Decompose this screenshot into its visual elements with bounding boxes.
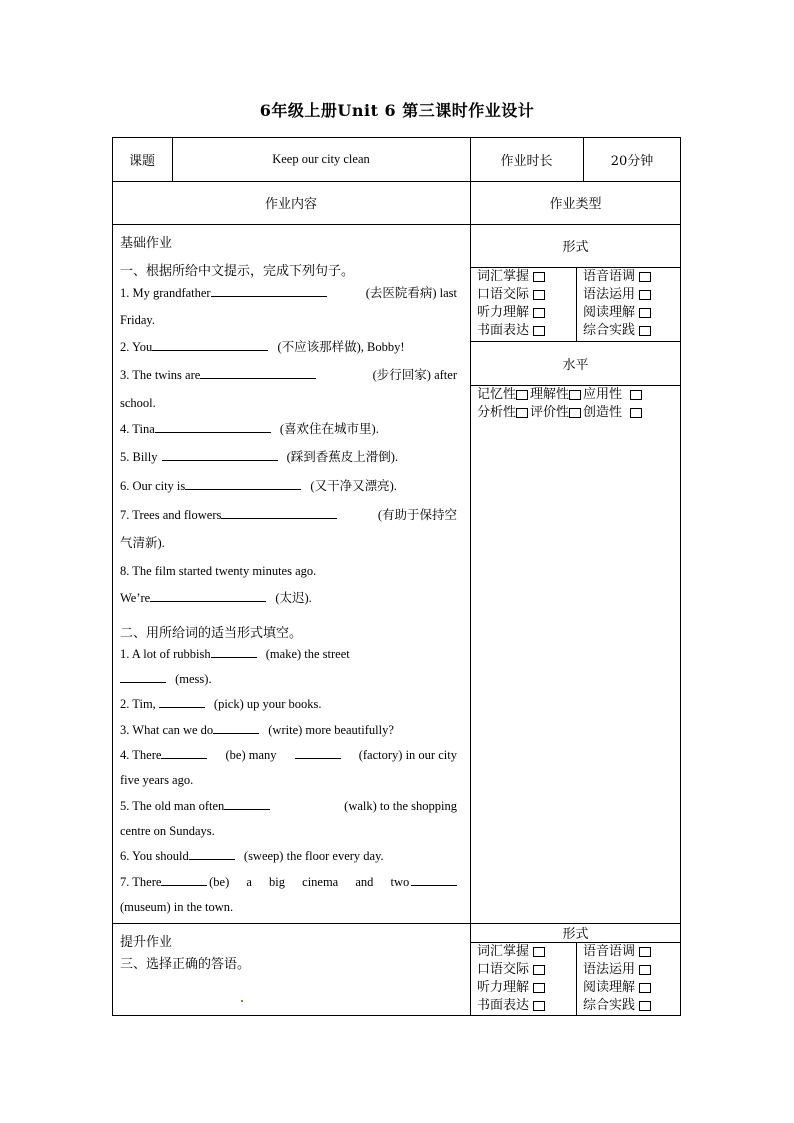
part1-item-3: 3. The twins are (步行回家) after	[120, 368, 457, 382]
level-evaluation: 评价性	[530, 405, 570, 420]
advanced-heading: 提升作业	[120, 935, 173, 950]
checkbox[interactable]	[639, 272, 651, 282]
form-option-listening[interactable]: 听力理解	[477, 979, 545, 996]
part2-item-2: 2. Tim, (pick) up your books.	[120, 697, 322, 711]
answer-blank[interactable]	[211, 285, 327, 297]
part2-item-1: 1. A lot of rubbish (make) the street	[120, 647, 350, 661]
part2-title: 二、用所给词的适当形式填空。	[120, 626, 303, 641]
duration-label: 作业时长	[500, 153, 553, 169]
type-label: 作业类型	[549, 197, 602, 212]
answer-blank[interactable]	[162, 449, 278, 461]
level-row-2	[477, 404, 642, 422]
answer-blank[interactable]	[200, 367, 316, 379]
part1-item-8: 8. The film started twenty minutes ago.	[120, 564, 317, 578]
part1-item-6: 6. Our city is (又干净又漂亮).	[120, 479, 397, 493]
part2-item-4-cont: five years ago.	[120, 773, 194, 787]
part2-item-5-cont: centre on Sundays.	[120, 824, 215, 838]
answer-blank[interactable]	[150, 590, 266, 602]
part1-title: 一、根据所给中文提示，完成下列句子。	[120, 264, 355, 279]
basic-heading: 基础作业	[120, 236, 173, 251]
checkbox[interactable]	[533, 1001, 545, 1011]
level-label: 水平	[562, 357, 589, 373]
form-option-reading[interactable]: 阅读理解	[583, 979, 651, 996]
form-option-writing[interactable]: 书面表达	[477, 322, 545, 339]
answer-blank[interactable]	[295, 747, 341, 759]
answer-blank[interactable]	[411, 874, 457, 886]
form-option-pronunciation[interactable]: 语音语调	[583, 268, 651, 285]
answer-blank[interactable]	[155, 421, 271, 433]
answer-blank[interactable]	[152, 339, 268, 351]
part3-title: 三、选择正确的答语。	[120, 957, 251, 972]
checkbox[interactable]	[533, 272, 545, 282]
checkbox[interactable]	[639, 326, 651, 336]
part1-item-4: 4. Tina (喜欢住在城市里).	[120, 422, 379, 436]
answer-blank[interactable]	[224, 798, 270, 810]
form-option-pronunciation[interactable]: 语音语调	[583, 943, 651, 960]
answer-blank[interactable]	[213, 722, 259, 734]
checkbox[interactable]	[569, 390, 581, 400]
part1-item-7: 7. Trees and flowers (有助于保持空	[120, 508, 457, 522]
form-option-grammar[interactable]: 语法运用	[583, 286, 651, 303]
part2-item-6: 6. You should (sweep) the floor every day.	[120, 849, 384, 863]
level-understanding: 理解性	[530, 387, 570, 402]
part2-item-7-cont: (museum) in the town.	[120, 900, 234, 914]
checkbox[interactable]	[533, 308, 545, 318]
answer-blank[interactable]	[189, 848, 235, 860]
part1-item-1: 1. My grandfather (去医院看病) last	[120, 286, 457, 300]
checkbox[interactable]	[516, 408, 528, 418]
checkbox[interactable]	[639, 983, 651, 993]
answer-blank[interactable]	[161, 874, 207, 886]
form-option-practice[interactable]: 综合实践	[583, 997, 651, 1014]
part2-item-3: 3. What can we do (write) more beautifully?	[120, 723, 394, 737]
level-analysis: 分析性	[477, 405, 517, 420]
form-label-advanced: 形式	[562, 927, 589, 942]
duration-value: 20分钟	[610, 153, 654, 169]
part2-item-4: 4. There (be) many (factory) in our city	[120, 748, 457, 762]
part1-item-1-cont: Friday.	[120, 313, 155, 327]
form-option-reading[interactable]: 阅读理解	[583, 304, 651, 321]
checkbox[interactable]	[639, 308, 651, 318]
answer-blank[interactable]	[159, 696, 205, 708]
form-option-listening[interactable]: 听力理解	[477, 304, 545, 321]
form-option-speaking[interactable]: 口语交际	[477, 286, 545, 303]
checkbox[interactable]	[630, 408, 642, 418]
checkbox[interactable]	[533, 290, 545, 300]
divider	[576, 942, 577, 1016]
answer-blank[interactable]	[120, 671, 166, 683]
form-label: 形式	[562, 240, 589, 255]
answer-blank[interactable]	[161, 747, 207, 759]
form-option-practice[interactable]: 综合实践	[583, 322, 651, 339]
form-option-vocabulary[interactable]: 词汇掌握	[477, 268, 545, 285]
level-creation: 创造性	[583, 405, 623, 420]
part1-item-3-cont: school.	[120, 396, 156, 410]
checkbox[interactable]	[639, 1001, 651, 1011]
stray-mark	[241, 1000, 243, 1002]
divider	[470, 137, 471, 1016]
answer-blank[interactable]	[221, 507, 337, 519]
part2-item-7: 7. There (be) a big cinema and two	[120, 874, 457, 890]
part1-item-8-cont: We’re (太迟).	[120, 591, 312, 605]
checkbox[interactable]	[533, 983, 545, 993]
part1-item-5: 5. Billy (踩到香蕉皮上滑倒).	[120, 450, 399, 464]
checkbox[interactable]	[639, 965, 651, 975]
checkbox[interactable]	[569, 408, 581, 418]
checkbox[interactable]	[639, 290, 651, 300]
part1-item-7-cont: 气清新).	[120, 536, 165, 550]
part2-item-5: 5. The old man often (walk) to the shopping	[120, 799, 457, 813]
form-option-grammar[interactable]: 语法运用	[583, 961, 651, 978]
checkbox[interactable]	[630, 390, 642, 400]
divider	[576, 267, 577, 341]
checkbox[interactable]	[516, 390, 528, 400]
level-memory: 记忆性	[477, 387, 517, 402]
level-row-1	[477, 386, 642, 404]
form-option-speaking[interactable]: 口语交际	[477, 961, 545, 978]
form-option-vocabulary[interactable]: 词汇掌握	[477, 943, 545, 960]
checkbox[interactable]	[533, 965, 545, 975]
checkbox[interactable]	[533, 947, 545, 957]
checkbox[interactable]	[533, 326, 545, 336]
content-label: 作业内容	[264, 197, 317, 212]
checkbox[interactable]	[639, 947, 651, 957]
level-application: 应用性	[583, 387, 623, 402]
form-option-writing[interactable]: 书面表达	[477, 997, 545, 1014]
topic-label: 课题	[128, 153, 155, 169]
part1-item-2: 2. You (不应该那样做), Bobby!	[120, 340, 405, 354]
answer-blank[interactable]	[211, 646, 257, 658]
page-title: 6年级上册Unit 6 第三课时作业设计	[259, 101, 535, 120]
answer-blank[interactable]	[185, 478, 301, 490]
topic-value: Keep our city clean	[272, 151, 370, 166]
part2-item-1-cont: (mess).	[120, 671, 212, 687]
